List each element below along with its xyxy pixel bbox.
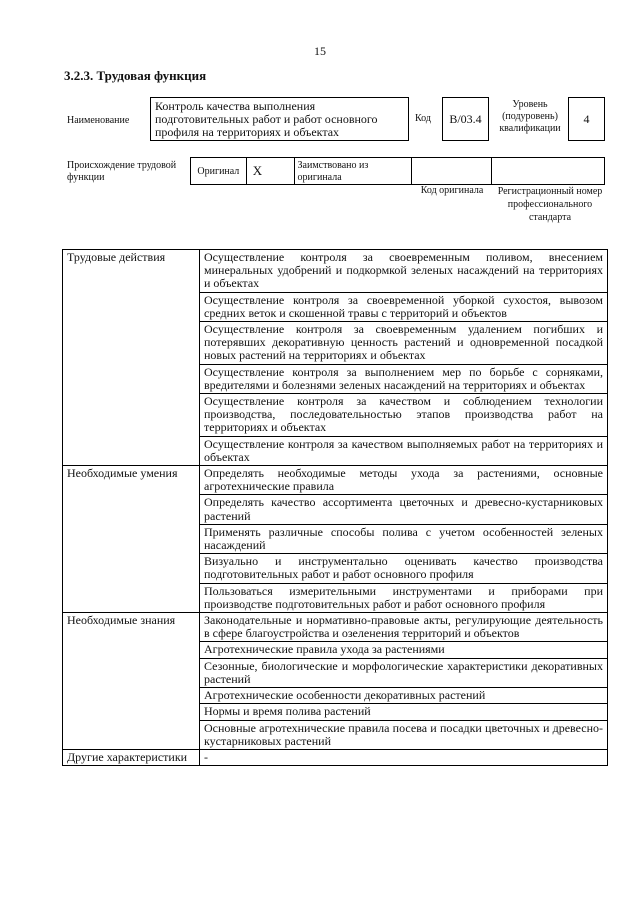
original-code-caption: Код оригинала xyxy=(420,185,484,196)
reg-number-cell xyxy=(492,158,604,184)
origin-label: Происхождение трудовой функции xyxy=(67,160,177,183)
item-cell: Визуально и инструментально оценивать качество производства подготовительных работ и работ основного профиля xyxy=(200,554,608,583)
original-mark: X xyxy=(247,158,295,184)
item-cell: - xyxy=(200,749,608,765)
item-cell: Осуществление контроля за выполнением мер по борьбе с сорняками, вредителями и болезнями зеленых насаждений на территориях и объектах xyxy=(200,364,608,393)
item-cell: Определять необходимые методы ухода за растениями, основные агротехнические правила xyxy=(200,466,608,495)
item-cell: Законодательные и нормативно-правовые акты, регулирующие деятельность в сфере благоустройства и озеленения территорий и объектов xyxy=(200,613,608,642)
table-row xyxy=(63,749,608,765)
original-label: Оригинал xyxy=(191,158,247,184)
level-label: Уровень (подуровень) квалификации xyxy=(499,99,561,134)
labor-function-table xyxy=(62,249,608,766)
item-cell: Осуществление контроля за качеством выполняемых работ на территориях и объектах xyxy=(200,436,608,465)
function-name-box: Контроль качества выполнения подготовительных работ и работ основного профиля на территориях и объектах xyxy=(150,97,409,141)
item-cell: Осуществление контроля за своевременным удалением погибших и потерявших декоративную ценность растений и одновременной посадкой новых растений на территориях и объектах xyxy=(200,322,608,365)
item-cell: Применять различные способы полива с учетом особенностей зеленых насаждений xyxy=(200,524,608,553)
item-cell: Основные агротехнические правила посева и посадки цветочных и древесно-кустарниковых растений xyxy=(200,720,608,749)
item-cell: Агротехнические правила ухода за растениями xyxy=(200,642,608,658)
item-cell: Агротехнические особенности декоративных растений xyxy=(200,688,608,704)
category-cell: Необходимые знания xyxy=(63,613,200,750)
qualification-level-box: 4 xyxy=(568,97,605,141)
function-code-box: B/03.4 xyxy=(442,97,489,141)
origin-table xyxy=(190,157,605,185)
item-cell: Нормы и время полива растений xyxy=(200,704,608,720)
item-cell: Осуществление контроля за своевременной уборкой сухостоя, вывозом средних веток и скошенной травы с территорий и объектов xyxy=(200,292,608,321)
borrowed-label: Заимствовано из оригинала xyxy=(295,158,412,184)
page-number: 15 xyxy=(314,44,326,58)
item-cell: Осуществление контроля за качеством и соблюдением технологии производства, последовательностью этапов производства работ на территориях и объектах xyxy=(200,394,608,437)
item-cell: Определять качество ассортимента цветочных и древесно-кустарниковых растений xyxy=(200,495,608,524)
original-code-cell xyxy=(412,158,492,184)
section-title: 3.2.3. Трудовая функция xyxy=(64,68,207,83)
category-cell: Трудовые действия xyxy=(63,250,200,466)
category-cell: Другие характеристики xyxy=(63,749,200,765)
item-cell: Сезонные, биологические и морфологические характеристики декоративных растений xyxy=(200,658,608,687)
category-cell: Необходимые умения xyxy=(63,466,200,613)
table-row xyxy=(63,613,608,642)
code-label: Код xyxy=(415,113,431,124)
item-cell: Пользоваться измерительными инструментами и приборами при производстве подготовительных работ и работ основного профиля xyxy=(200,583,608,612)
item-cell: Осуществление контроля за своевременным поливом, внесением минеральных удобрений и подкормкой зеленых насаждений на территориях и объектах xyxy=(200,250,608,293)
table-row xyxy=(63,466,608,495)
reg-number-caption: Регистрационный номер профессионального стандарта xyxy=(497,186,603,223)
name-label: Наименование xyxy=(67,115,130,126)
table-row xyxy=(63,250,608,293)
